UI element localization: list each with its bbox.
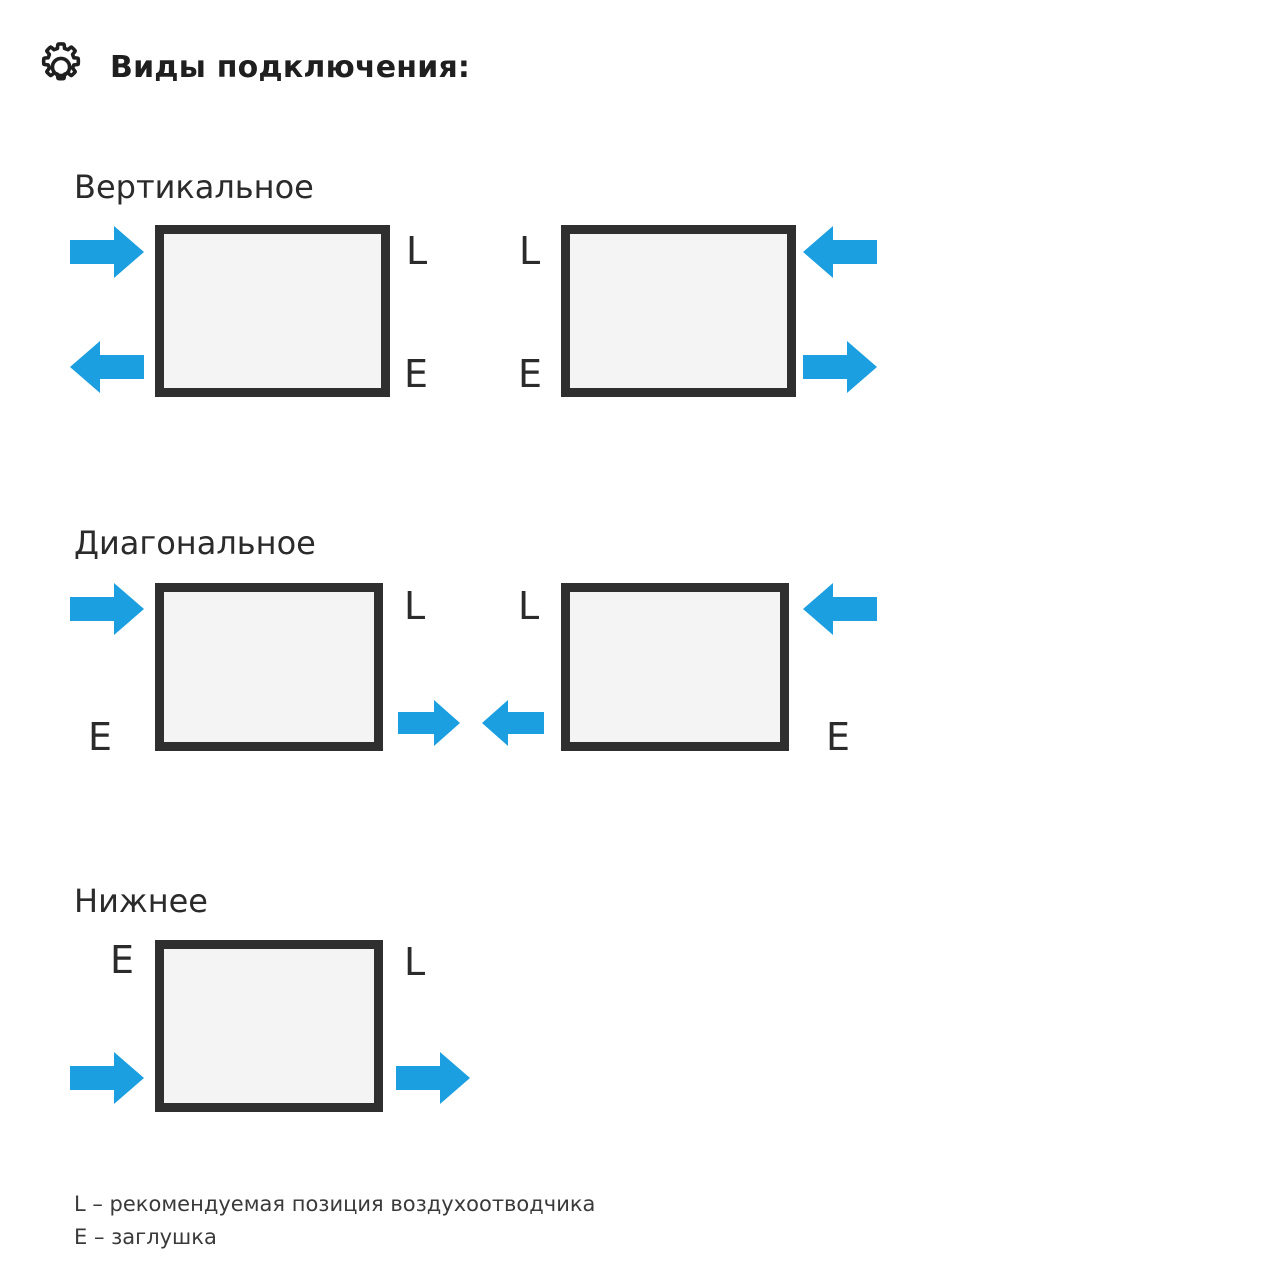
outlet-arrow-bottom-left-vertical <box>70 341 144 393</box>
inlet-arrow-top-left-vertical <box>70 226 144 278</box>
radiator-box-vertical-right <box>561 225 796 397</box>
radiator-box-diagonal-right <box>561 583 789 751</box>
gear-icon <box>34 40 88 94</box>
outlet-arrow-bottom-left-diagonal <box>482 700 544 746</box>
legend <box>74 1188 595 1253</box>
page-title: Виды подключения: <box>110 49 471 85</box>
section-title-vertical: Вертикальное <box>74 168 314 206</box>
outlet-arrow-bottom-right-bottom <box>396 1052 470 1104</box>
page-header <box>34 40 470 94</box>
inlet-arrow-top-right-diagonal <box>803 583 877 635</box>
label-L-vertical-right: L <box>519 229 541 273</box>
section-title-bottom: Нижнее <box>74 882 208 920</box>
section-title-diagonal: Диагональное <box>74 524 316 562</box>
label-E-diagonal-left: E <box>88 715 113 759</box>
legend-line-E: E – заглушка <box>74 1224 217 1249</box>
label-E-bottom: E <box>110 938 135 982</box>
label-E-vertical-left: E <box>404 352 429 396</box>
outlet-arrow-bottom-right-diagonal <box>398 700 460 746</box>
label-E-diagonal-right: E <box>826 715 851 759</box>
radiator-box-diagonal-left <box>155 583 383 751</box>
radiator-box-vertical-left <box>155 225 390 397</box>
label-L-diagonal-left: L <box>404 584 426 628</box>
inlet-arrow-top-right-vertical <box>803 226 877 278</box>
label-L-bottom: L <box>404 940 426 984</box>
inlet-arrow-top-left-diagonal <box>70 583 144 635</box>
inlet-arrow-bottom-left-bottom <box>70 1052 144 1104</box>
legend-line-L: L – рекомендуемая позиция воздухоотводчика <box>74 1192 596 1216</box>
label-L-vertical-left: L <box>406 229 428 273</box>
outlet-arrow-bottom-right-vertical <box>803 341 877 393</box>
label-E-vertical-right: E <box>518 352 543 396</box>
radiator-box-bottom <box>155 940 383 1112</box>
label-L-diagonal-right: L <box>518 584 540 628</box>
